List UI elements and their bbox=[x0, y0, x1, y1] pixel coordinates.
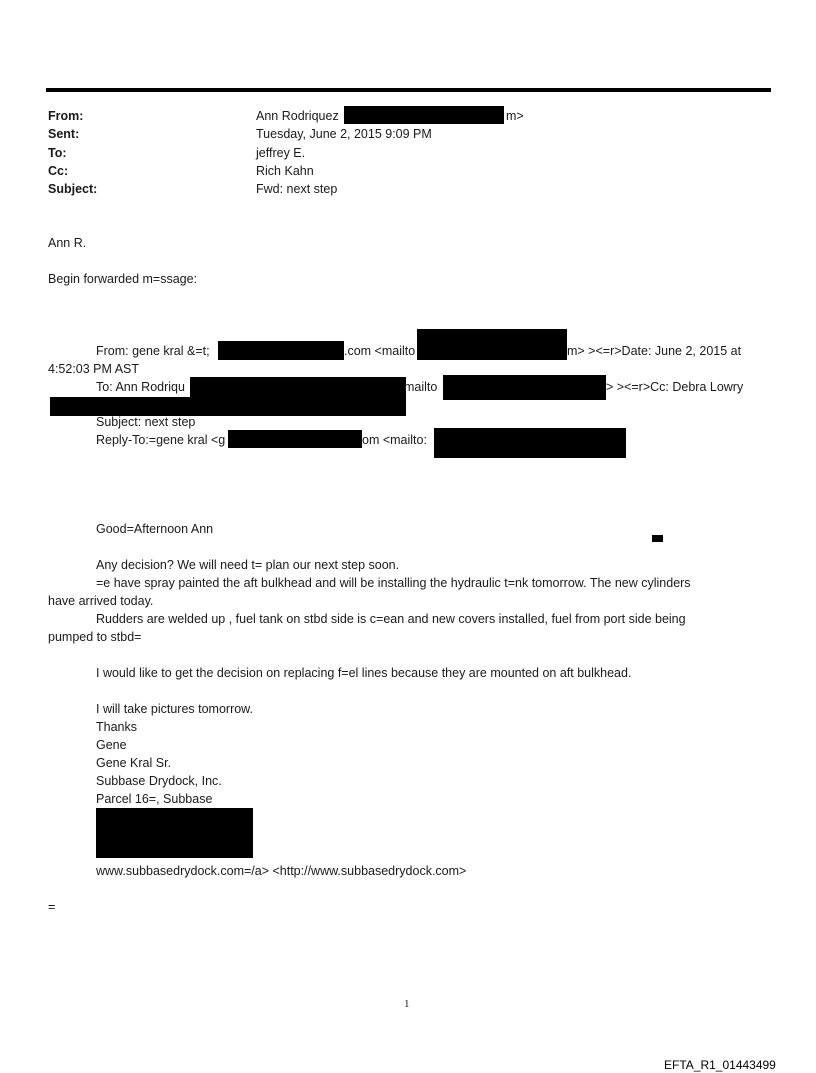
fwd-replyto-mailto: om <mailto: bbox=[362, 433, 427, 447]
paragraph-2-line-1: =e have spray painted the aft bulkhead and will be installing the hydraulic t=nk tomorrow. The new cylinders bbox=[96, 576, 691, 590]
to-label: To: bbox=[48, 146, 67, 160]
redaction-box bbox=[190, 377, 406, 397]
sent-label: Sent: bbox=[48, 127, 80, 141]
from-label: From: bbox=[48, 109, 84, 123]
paragraph-1: Any decision? We will need t= plan our next step soon. bbox=[96, 558, 400, 572]
paragraph-4: I would like to get the decision on replacing f=el lines because they are mounted on aft bulkhead. bbox=[96, 666, 632, 680]
document-id: EFTA_R1_01443499 bbox=[664, 1058, 776, 1072]
signature-line: Thanks bbox=[96, 720, 137, 734]
signature-line: I will take pictures tomorrow. bbox=[96, 702, 253, 716]
trailing-equals: = bbox=[48, 900, 56, 914]
cc-value: Rich Kahn bbox=[256, 164, 314, 178]
paragraph-2-line-2: have arrived today. bbox=[48, 594, 154, 608]
forwarded-intro: Begin forwarded m=ssage: bbox=[48, 272, 198, 286]
paragraph-3-line-1: Rudders are welded up , fuel tank on stbd side is c=ean and new covers installed, fuel from port side being bbox=[96, 612, 686, 626]
fwd-from-mailto: .com <mailto bbox=[344, 344, 416, 358]
fwd-from-date: m> ><=r>Date: June 2, 2015 at bbox=[567, 344, 742, 358]
signature-website: www.subbasedrydock.com=/a> <http://www.subbasedrydock.com> bbox=[96, 864, 467, 878]
page-number: 1 bbox=[404, 998, 410, 1010]
greeting: Good=Afternoon Ann bbox=[96, 522, 214, 536]
fwd-replyto-text: Reply-To:=gene kral <g bbox=[96, 433, 226, 447]
fwd-to-text: To: Ann Rodriqu bbox=[96, 380, 185, 394]
signature-line: Parcel 16=, Subbase bbox=[96, 792, 213, 806]
from-tail: m> bbox=[506, 109, 524, 123]
to-value: jeffrey E. bbox=[256, 146, 306, 160]
sent-value: Tuesday, June 2, 2015 9:09 PM bbox=[256, 127, 432, 141]
signature-line: Gene bbox=[96, 738, 127, 752]
redaction-box bbox=[228, 430, 362, 448]
redaction-box bbox=[434, 428, 626, 458]
from-value: Ann Rodriquez bbox=[256, 109, 339, 123]
fwd-to-cc: > ><=r>Cc: Debra Lowry bbox=[606, 380, 744, 394]
subject-value: Fwd: next step bbox=[256, 182, 338, 196]
signoff: Ann R. bbox=[48, 236, 87, 250]
fwd-to-mailto: mailto bbox=[404, 380, 438, 394]
subject-label: Subject: bbox=[48, 182, 98, 196]
fwd-date-cont: 4:52:03 PM AST bbox=[48, 362, 140, 376]
paragraph-3-line-2: pumped to stbd= bbox=[48, 630, 142, 644]
fwd-from-text: From: gene kral &=t; bbox=[96, 344, 210, 358]
signature-line: Subbase Drydock, Inc. bbox=[96, 774, 222, 788]
cc-label: Cc: bbox=[48, 164, 69, 178]
fwd-subject: Subject: next step bbox=[96, 415, 196, 429]
redaction-box bbox=[443, 375, 606, 400]
redaction-box bbox=[96, 808, 253, 858]
redaction-box bbox=[344, 106, 504, 124]
signature-line: Gene Kral Sr. bbox=[96, 756, 172, 770]
header-rule bbox=[46, 88, 771, 92]
redaction-box bbox=[417, 329, 567, 360]
redaction-mark bbox=[652, 535, 663, 542]
redaction-box bbox=[218, 341, 344, 360]
